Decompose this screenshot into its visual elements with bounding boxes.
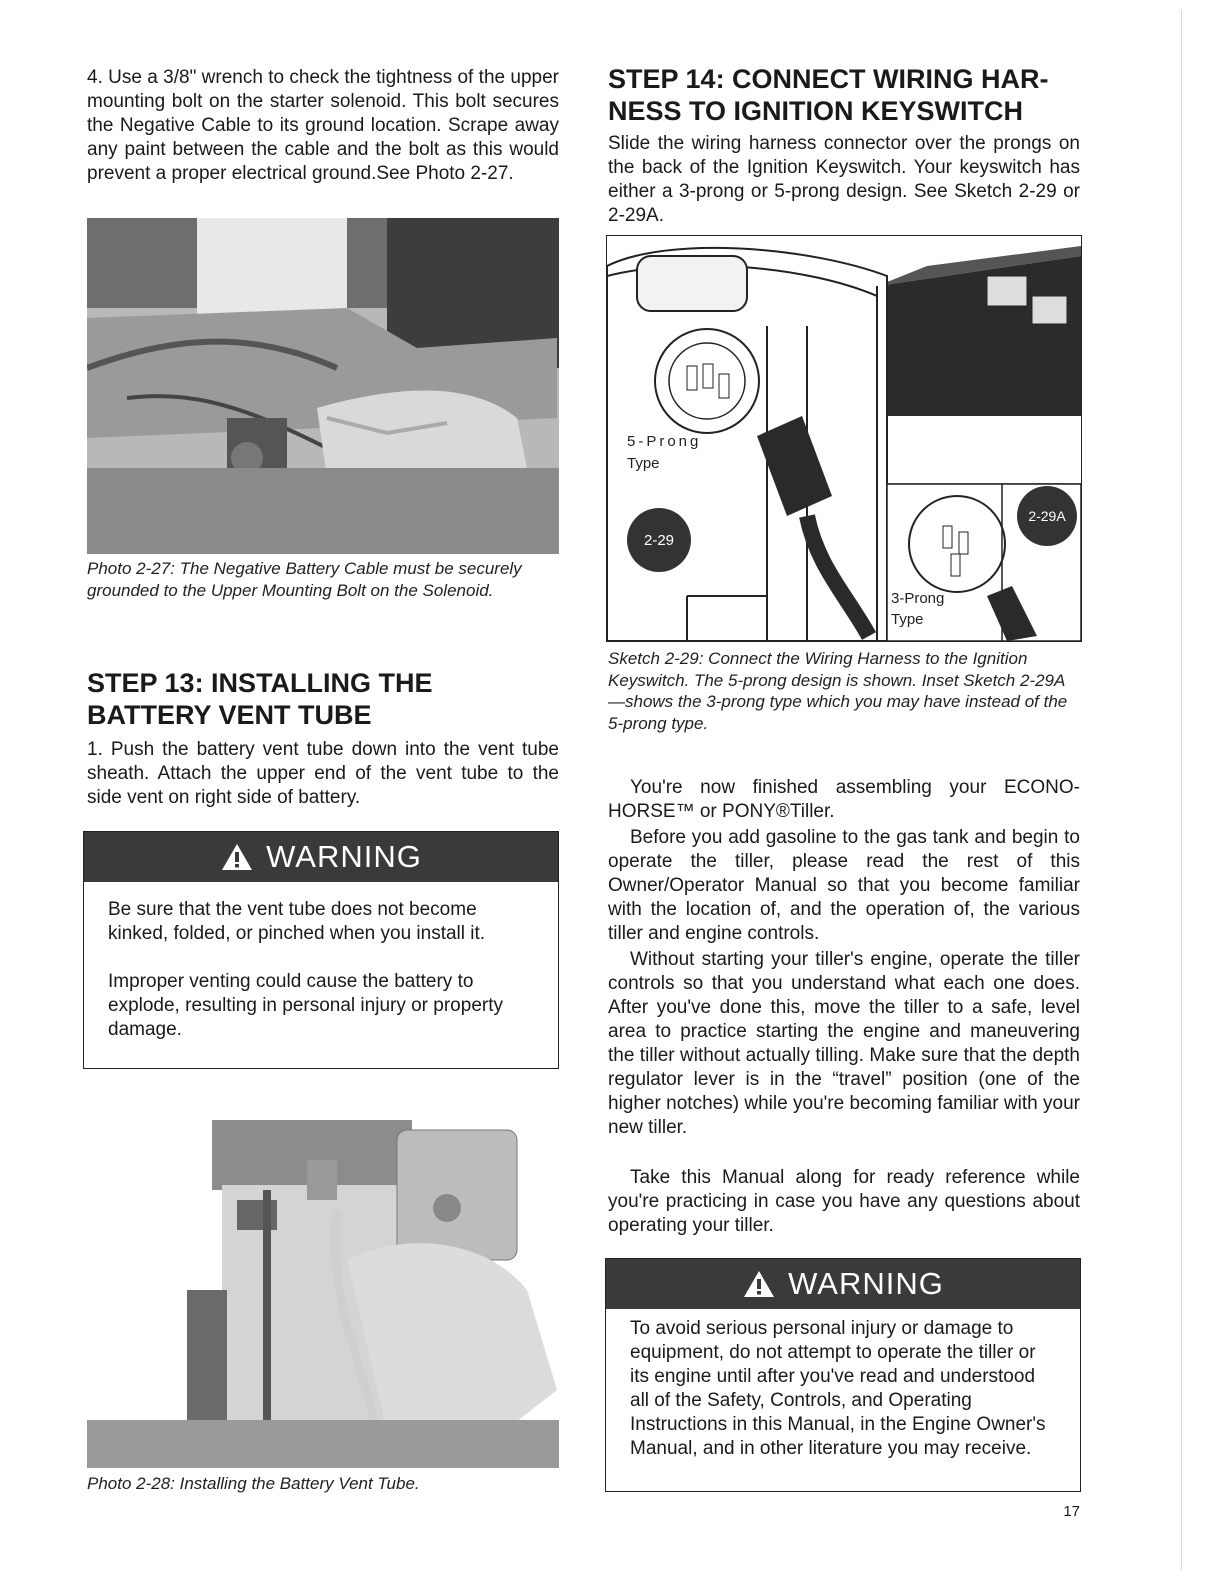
photo-2-28-caption: Photo 2-28: Installing the Battery Vent Tube. bbox=[87, 1474, 420, 1493]
sketch-2-29-caption: Sketch 2-29: Connect the Wiring Harness to the Ignition Keyswitch. The 5-prong design is shown. Inset Sketch 2-29A—shows the 3-prong type which you may have instead of the 5-prong type. bbox=[608, 649, 1068, 733]
page-number: 17 bbox=[1063, 1503, 1080, 1520]
step13-heading-line1: STEP 13: INSTALLING THE bbox=[87, 668, 433, 698]
warning-box-operate bbox=[605, 1258, 1081, 1492]
sketch-2-29 bbox=[606, 235, 1082, 642]
before-paragraph: Before you add gasoline to the gas tank and begin to operate the tiller, please read the rest of this Owner/Operator Manual so that you become familiar with the location of, and the operation of, the various tiller and engine controls. bbox=[608, 827, 1080, 944]
warning-banner bbox=[84, 832, 558, 882]
warning-triangle-icon bbox=[742, 1269, 776, 1299]
label-3-prong: 3-Prong bbox=[891, 590, 945, 607]
photo-2-28 bbox=[87, 1090, 559, 1468]
step14-heading-line1: STEP 14: CONNECT WIRING HAR- bbox=[608, 64, 1049, 94]
step13-heading-line2: BATTERY VENT TUBE bbox=[87, 700, 372, 730]
warning-box-vent bbox=[83, 831, 559, 1069]
without-paragraph: Without starting your tiller's engine, operate the tiller controls so that you understand what each one does. After you've done this, move the tiller to a safe, level area to practice starting the engine and maneuvering the tiller without actually tilling. Make sure that the depth regulator lever is in the “travel” position (one of the higher notches) while you're becoming familiar with your new tiller. bbox=[608, 949, 1080, 1138]
step13-text: 1. Push the battery vent tube down into the vent tube sheath. Attach the upper end of the vent tube to the side vent on right side of battery. bbox=[87, 739, 559, 808]
badge-2-29: 2-29 bbox=[643, 532, 675, 549]
photo-2-28-image bbox=[87, 1090, 559, 1468]
step14-text: Slide the wiring harness connector over the prongs on the back of the Ignition Keyswitch. Your keyswitch has either a 3-prong or 5-prong design. See Sketch 2-29 or 2-29A. bbox=[608, 133, 1080, 226]
finished-paragraph: You're now finished assembling your ECONO-HORSE™ or PONY®Tiller. bbox=[608, 777, 1080, 822]
badge-2-29a: 2-29A bbox=[1028, 508, 1066, 524]
sketch-2-29-drawing bbox=[607, 236, 1081, 641]
warning-title: WARNING bbox=[266, 839, 422, 874]
warning-para-2: Improper venting could cause the battery to explode, resulting in personal injury or property damage. bbox=[108, 971, 503, 1040]
label-5-prong-type: Type bbox=[627, 455, 660, 472]
warning-2-text: To avoid serious personal injury or damage to equipment, do not attempt to operate the tiller or its engine until after you've read and understood all of the Safety, Controls, and Operating Instructions in this Manual, in the Engine Owner's Manual, and in other literature you may receive. bbox=[630, 1318, 1046, 1459]
warning-banner-2 bbox=[606, 1259, 1080, 1309]
step14-heading-line2: NESS TO IGNITION KEYSWITCH bbox=[608, 96, 1024, 126]
photo-2-27-caption: Photo 2-27: The Negative Battery Cable must be securely grounded to the Upper Mounting Bolt on the Solenoid. bbox=[87, 559, 522, 600]
label-3-prong-type: Type bbox=[891, 611, 924, 628]
step-intro-text: 4. Use a 3/8" wrench to check the tightness of the upper mounting bolt on the starter solenoid. This bolt secures the Negative Cable to its ground location. Scrape away any paint between the cable and the bolt as this would prevent a proper electrical ground.See Photo 2-27. bbox=[87, 67, 559, 184]
manual-paragraph: Take this Manual along for ready reference while you're practicing in case you have any questions about operating your tiller. bbox=[608, 1167, 1080, 1236]
label-5-prong: 5-Prong bbox=[627, 433, 702, 450]
warning-title-2: WARNING bbox=[788, 1266, 944, 1301]
page-edge-line bbox=[1181, 10, 1182, 1570]
photo-2-27-image bbox=[87, 218, 559, 554]
warning-para-1: Be sure that the vent tube does not become kinked, folded, or pinched when you install it. bbox=[108, 899, 486, 944]
warning-triangle-icon bbox=[220, 842, 254, 872]
photo-2-27 bbox=[87, 218, 559, 554]
